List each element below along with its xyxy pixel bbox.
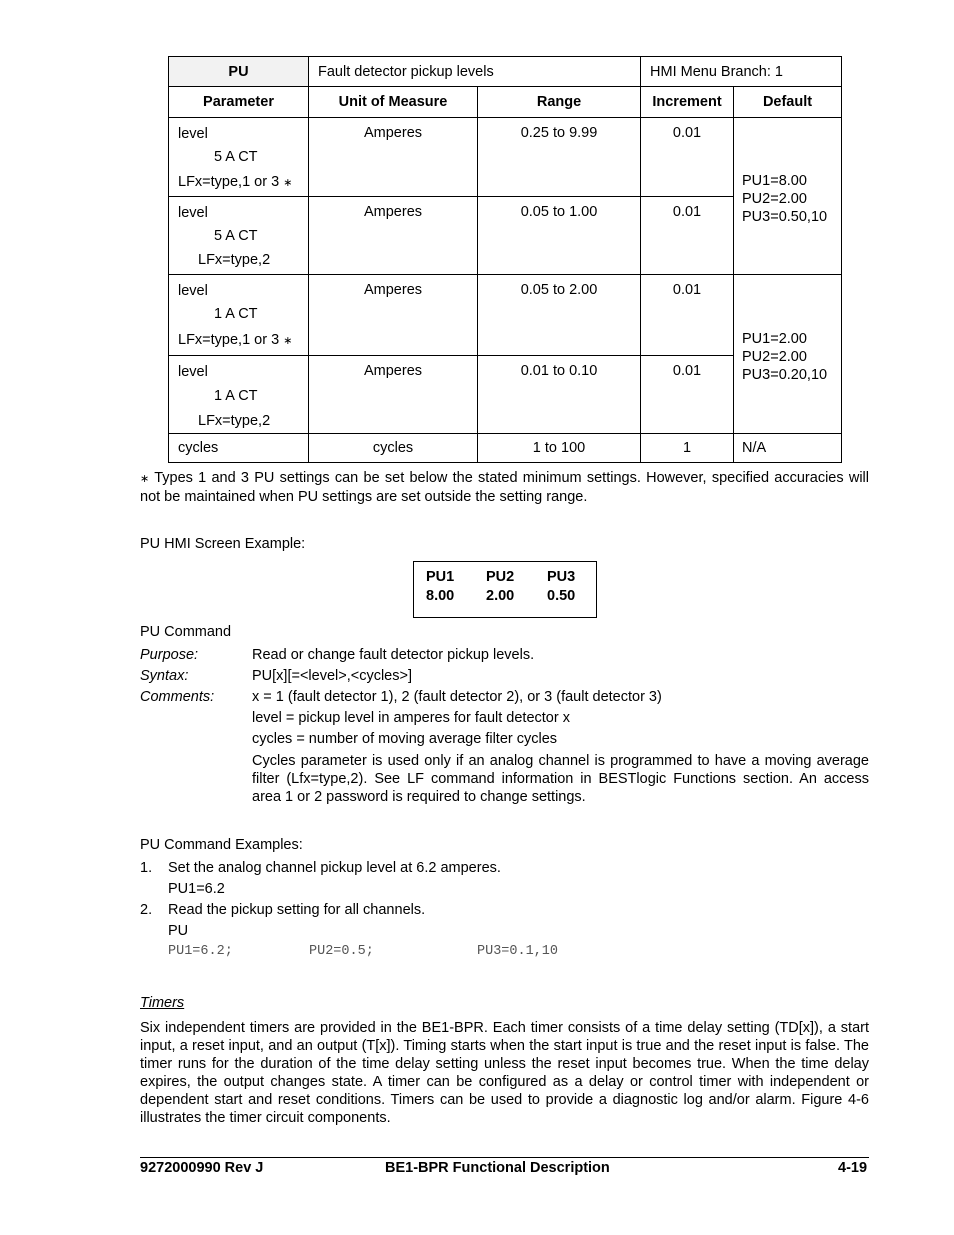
unit-cell: Amperes bbox=[309, 275, 478, 356]
range-cell: 0.25 to 9.99 bbox=[478, 118, 641, 197]
example-number: 1. bbox=[140, 860, 153, 876]
example-output: PU1=6.2; bbox=[168, 944, 233, 959]
param-name: level bbox=[178, 126, 208, 142]
header-increment: Increment bbox=[641, 87, 734, 118]
syntax-text: PU[x][=<level>,<cycles>] bbox=[252, 668, 412, 684]
hmi-screen bbox=[413, 561, 597, 618]
range-cell: 1 to 100 bbox=[478, 434, 641, 463]
comments-label: Comments: bbox=[140, 689, 215, 705]
asterisk-icon: ∗ bbox=[140, 473, 150, 485]
header-parameter: Parameter bbox=[169, 87, 309, 118]
example-output: PU2=0.5; bbox=[309, 944, 374, 959]
unit-cell: Amperes bbox=[309, 356, 478, 434]
param-ct: 5 A CT bbox=[214, 228, 258, 244]
syntax-label: Syntax: bbox=[140, 668, 189, 684]
command-title: PU Command bbox=[140, 624, 232, 640]
hmi-label: PU2 bbox=[486, 569, 515, 585]
asterisk-icon: ∗ bbox=[283, 335, 293, 347]
header-default: Default bbox=[734, 87, 842, 118]
param-type: LFx=type,2 bbox=[198, 252, 271, 268]
timers-heading: Timers bbox=[140, 995, 185, 1011]
unit-cell: Amperes bbox=[309, 197, 478, 275]
examples-title: PU Command Examples: bbox=[140, 837, 303, 853]
example-number: 2. bbox=[140, 902, 153, 918]
comment-line: x = 1 (fault detector 1), 2 (fault detector 2), or 3 (fault detector 3) bbox=[252, 689, 662, 705]
default-cell-5a: PU1=8.00 PU2=2.00 PU3=0.50,10 bbox=[734, 118, 842, 275]
pu-label: PU bbox=[169, 57, 309, 87]
unit-cell: cycles bbox=[309, 434, 478, 463]
increment-cell: 1 bbox=[641, 434, 734, 463]
timers-body: Six independent timers are provided in the BE1-BPR. Each timer consists of a time delay setting (TD[x]), a start input, a reset input, and an output (T[x]). Timing starts when the start input is true and the reset input is false. The timer runs for the duration of the time delay setting unless the reset input becomes true. When the time delay expires, the output changes state. A timer can be configured as a delay or control timer with independent or dependent start and reset conditions. Timers can be used to provide a diagnostic log and/or alarm. Figure 4-6 illustrates the timer circuit components. bbox=[140, 1020, 869, 1126]
table-description: Fault detector pickup levels bbox=[309, 57, 641, 87]
hmi-value: 8.00 bbox=[426, 588, 455, 604]
example-command: PU bbox=[168, 923, 189, 939]
hmi-value: 0.50 bbox=[547, 588, 576, 604]
purpose-text: Read or change fault detector pickup levels. bbox=[252, 647, 535, 663]
param-ct: 1 A CT bbox=[214, 388, 258, 404]
hmi-value: 2.00 bbox=[486, 588, 515, 604]
table-row bbox=[169, 118, 842, 197]
increment-cell: 0.01 bbox=[641, 356, 734, 434]
comment-line: level = pickup level in amperes for fault detector x bbox=[252, 710, 570, 726]
pu-settings-table bbox=[168, 56, 842, 463]
increment-cell: 0.01 bbox=[641, 275, 734, 356]
comment-line: cycles = number of moving average filter cycles bbox=[252, 731, 558, 747]
footnote-text: Types 1 and 3 PU settings can be set below the stated minimum settings. However, specified accuracies will not be maintained when PU settings are set outside the setting range. bbox=[140, 470, 869, 505]
range-cell: 0.05 to 1.00 bbox=[478, 197, 641, 275]
unit-cell: Amperes bbox=[309, 118, 478, 197]
example-command: PU1=6.2 bbox=[168, 881, 225, 897]
param-type: LFx=type,2 bbox=[198, 413, 271, 429]
footer-doc-number: 9272000990 Rev J bbox=[140, 1160, 264, 1176]
header-unit: Unit of Measure bbox=[309, 87, 478, 118]
example-output: PU3=0.1,10 bbox=[477, 944, 559, 959]
param-ct: 1 A CT bbox=[214, 306, 258, 322]
param-name: cycles bbox=[169, 434, 309, 463]
param-name: level bbox=[178, 283, 208, 299]
footnote bbox=[140, 469, 869, 506]
example-text: Set the analog channel pickup level at 6.2 amperes. bbox=[168, 860, 501, 876]
table-row bbox=[169, 434, 842, 463]
param-type: LFx=type,1 or 3 bbox=[178, 332, 284, 348]
example-text: Read the pickup setting for all channels. bbox=[168, 902, 426, 918]
hmi-label: PU3 bbox=[547, 569, 576, 585]
default-cell-1a: PU1=2.00 PU2=2.00 PU3=0.20,10 bbox=[734, 275, 842, 434]
param-type: LFx=type,1 or 3 bbox=[178, 174, 284, 190]
param-name: level bbox=[178, 205, 208, 221]
footer-divider bbox=[140, 1157, 869, 1158]
param-ct: 5 A CT bbox=[214, 149, 258, 165]
hmi-label: PU1 bbox=[426, 569, 455, 585]
asterisk-icon: ∗ bbox=[283, 177, 293, 189]
increment-cell: 0.01 bbox=[641, 118, 734, 197]
param-name: level bbox=[178, 364, 208, 380]
range-cell: 0.01 to 0.10 bbox=[478, 356, 641, 434]
header-range: Range bbox=[478, 87, 641, 118]
range-cell: 0.05 to 2.00 bbox=[478, 275, 641, 356]
footer-page-number: 4-19 bbox=[838, 1160, 868, 1176]
purpose-label: Purpose: bbox=[140, 647, 199, 663]
footer-title: BE1-BPR Functional Description bbox=[385, 1160, 610, 1176]
table-row bbox=[169, 275, 842, 356]
comment-paragraph: Cycles parameter is used only if an analog channel is programmed to have a moving average filter (Lfx=type,2). See LF command information in BESTlogic Functions section. An access area 1 or 2 password is required to change settings. bbox=[252, 753, 869, 805]
increment-cell: 0.01 bbox=[641, 197, 734, 275]
menu-branch: HMI Menu Branch: 1 bbox=[641, 57, 842, 87]
hmi-title: PU HMI Screen Example: bbox=[140, 536, 306, 552]
default-cell: N/A bbox=[734, 434, 842, 463]
